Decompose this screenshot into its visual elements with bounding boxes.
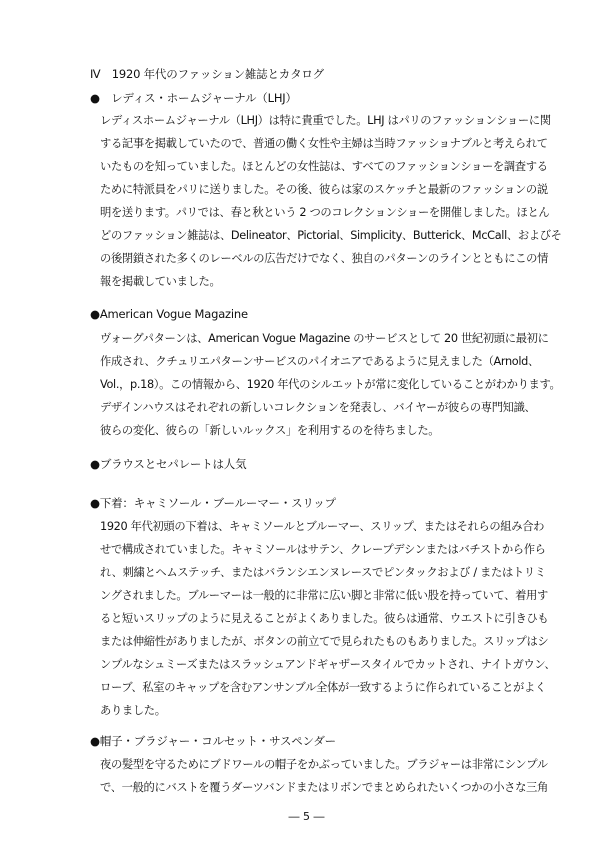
section-heading-lhj: ● レディス・ホームジャーナル（LHJ） (90, 91, 297, 105)
paragraph-line: れ、刺繍とヘムステッチ、またはバランシエンヌレースでピンタックおよび / またはトリミ (100, 566, 546, 579)
paragraph-line: 明を送ります。パリでは、春と秋という 2 つのコレクションショーを開催しました。ほとん (100, 206, 550, 219)
paragraph-line: どのファッション雑誌は、Delineator、Pictorial、Simplicity、Butterick、McCall、およびそ (100, 229, 562, 242)
paragraph-line: の後閉鎖された多くのレーベルの広告だけでなく、独自のパターンのラインとともにこの情 (100, 252, 549, 265)
paragraph-line: で、一般的にバストを覆うダーツバンドまたはリボンでまとめられたいくつかの小さな三角 (100, 781, 548, 794)
section-heading-vogue: ●American Vogue Magazine (90, 307, 248, 321)
paragraph-line: ると短いスリップのように見えることがよくありました。彼らは通常、ウエストに引きひも (100, 612, 549, 625)
paragraph-line: 彼らの変化、彼らの「新しいルックス」を利用するのを待ちました。 (100, 424, 440, 437)
chapter-title: Ⅳ 1920 年代のファッション雑誌とカタログ (90, 67, 324, 81)
paragraph-line: 報を掲載していました。 (100, 275, 221, 288)
paragraph-line: 夜の髪型を守るためにブドワールの帽子をかぶっていました。ブラジャーは非常にシンプル (100, 758, 548, 771)
paragraph-line: レディスホームジャーナル（LHJ）は特に貴重でした。LHJ はパリのファッションショーに関 (100, 114, 551, 127)
section-heading-blouses: ●ブラウスとセパレートは人気 (90, 457, 247, 471)
paragraph-line: する記事を掲載していたので、普通の働く女性や主婦は当時ファッショナブルと考えられて (100, 137, 548, 150)
paragraph-line: いたものを知っていました。ほとんどの女性誌は、すべてのファッションショーを調査する (100, 160, 548, 173)
paragraph-line: 作成され、クチュリエパターンサービスのパイオニアであるように見えました（Arnold、 (100, 355, 539, 368)
paragraph-line: デザインハウスはそれぞれの新しいコレクションを発表し、バイヤーが彼らの専門知識、 (100, 401, 536, 414)
paragraph-line: ローブ、私室のキャップを含むアンサンブル全体が一致するように作られていることがよく (100, 681, 546, 694)
paragraph-line: ヴォーグパターンは、American Vogue Magazine のサービスとして 20 世紀初頭に最初に (100, 332, 549, 345)
paragraph-line: 1920 年代初頭の下着は、キャミソールとブルーマー、スリップ、またはそれらの組み合わ (100, 520, 545, 533)
paragraph-line: ありました。 (100, 704, 166, 717)
paragraph-line: または伸縮性がありましたが、ボタンの前立てで見られたものもありました。スリップはシ (100, 635, 549, 648)
page-number: ― 5 ― (288, 810, 325, 823)
paragraph-line: ために特派員をパリに送りました。その後、彼らは家のスケッチと最新のファッションの説 (100, 183, 548, 196)
paragraph-line: ンプルなシュミーズまたはスラッシュアンドギャザースタイルでカットされ、ナイトガウン、 (100, 658, 556, 671)
paragraph-line: せで構成されていました。キャミソールはサテン、クレープデシンまたはバチストから作ら (100, 543, 546, 556)
paragraph-line: Vol.，p.18）。この情報から、1920 年代のシルエットが常に変化していることがわかります。 (100, 378, 561, 391)
paragraph-line: ングされました。ブルーマーは一般的に非常に広い脚と非常に低い股を持っていて、着用す (100, 589, 548, 602)
section-heading-hats: ●帽子・ブラジャー・コルセット・サスペンダー (90, 734, 336, 748)
section-heading-underwear: ●下着：キャミソール・ブールーマー・スリップ (90, 496, 336, 510)
